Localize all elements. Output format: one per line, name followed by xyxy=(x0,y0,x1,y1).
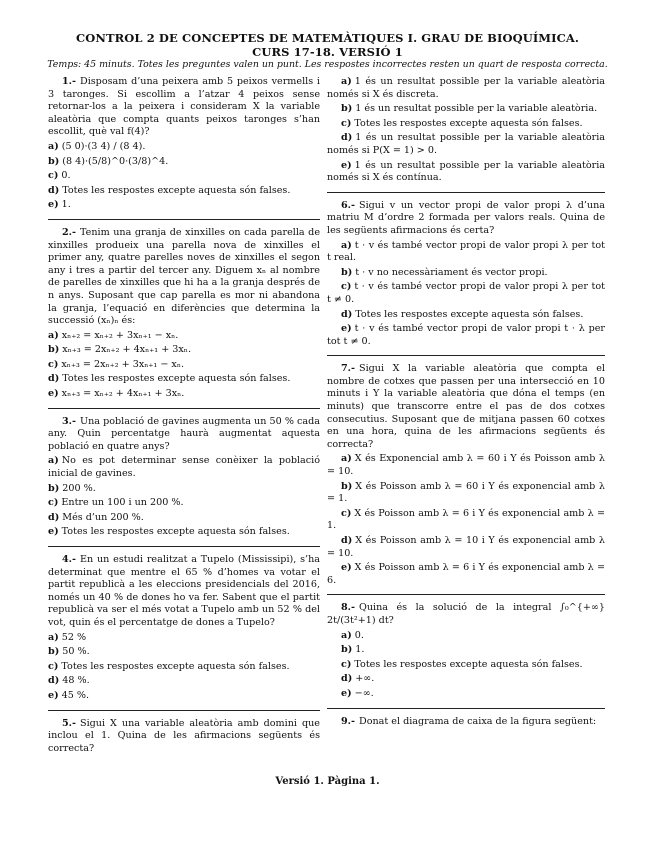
divider xyxy=(327,355,605,356)
option-d: d) +∞. xyxy=(341,673,375,685)
option-b: b) 200 %. xyxy=(48,482,96,494)
option-e: e) 1 és un resultat possible per la variable aleatòria només si X és contínua. xyxy=(327,159,605,184)
question-5: 5.- Sigui X una variable aleatòria amb domini que inclou el 1. Quina de les afirmacions següents és correcta? xyxy=(48,717,320,754)
option-b-text: (8 4)·(5/8)^0·(3/8)^4. xyxy=(62,155,169,167)
question-text: Sigui X una variable aleatòria amb domini que inclou el 1. Quina de les afirmacions següents és correcta? xyxy=(48,717,320,754)
option-d: d) Totes les respostes excepte aquesta són falses. xyxy=(48,373,291,385)
divider xyxy=(327,192,605,193)
question-text: Una població de gavines augmenta un 50 % cada any. Quin percentatge haurà augmentat aquesta població en quatre anys? xyxy=(48,415,320,452)
question-text: Disposam d’una peixera amb 5 peixos vermells i 3 taronges. Si escollim a l’atzar 4 peixos sense retornar-los a la peixera i consideram X la variable aleatòria que compta quants peixos taronges s’han escollit, què val f(4)? xyxy=(48,76,320,138)
option-a: a) 1 és un resultat possible per la variable aleatòria només si X és discreta. xyxy=(327,76,605,100)
option-a: a) xₙ₊₂ = xₙ₊₂ + 3xₙ₊₁ − xₙ. xyxy=(48,329,179,341)
question-text: En un estudi realitzat a Tupelo (Mississipi), s’ha determinat que mentre el 65 % d’homes va votar el partit republicà a les eleccions presidencials del 2016, només un 40 % de dones ho va fer. Sabent que el partit republicà va ser el més votat a Tupelo amb un 52 % del vot, quin és el percentatge de dones a Tupelo? xyxy=(48,554,320,628)
option-b: b) xₙ₊₃ = 2xₙ₊₂ + 4xₙ₊₁ + 3xₙ. xyxy=(48,344,191,356)
question-text: Quina és la solució de la integral ∫₀^{+∞} 2t/(3t²+1) dt? xyxy=(327,602,605,626)
option-c: c) Totes les respostes excepte aquesta són falses. xyxy=(341,117,583,129)
question-text: Donat el diagrama de caixa de la figura següent: xyxy=(359,715,597,727)
option-d: d) 48 %. xyxy=(48,675,90,687)
question-7: 7.- Sigui X la variable aleatòria que compta el nombre de cotxes que passen per una intersecció en 10 minuts i Y la variable aleatòria que dóna el temps (en minuts) que transcorre entre el pas de dos cotxes consecutius. Suposant que de mitjana passen 60 cotxes en una hora, quina de les afirmacions següents és correcta? a) X és Exponencial amb λ = 60 i Y és Poisson amb λ = 10. b) X és Poisson amb λ = 60 i Y és exponencial amb λ = 1. c) X és Poisson amb λ = 6 i Y és exponencial amb λ = 1. d) X és Poisson amb λ = 10 i Y és exponencial amb λ = 10. e) X és Poisson amb λ = 6 i Y és exponencial amb λ = 6. xyxy=(327,363,605,586)
divider xyxy=(48,546,320,547)
question-3: 3.- Una població de gavines augmenta un 50 % cada any. Quin percentatge haurà augmentat aquesta població en quatre anys? a) No es pot determinar sense conèixer la població inicial de gavines. b) 200 %. c) Entre un 100 i un 200 %. d) Més d’un 200 %. e) Totes les respostes excepte aquesta són falses. xyxy=(48,415,320,538)
divider xyxy=(327,594,605,595)
option-c: c) Totes les respostes excepte aquesta són falses. xyxy=(48,660,290,672)
option-c: c) 0. xyxy=(48,170,71,182)
option-c: c) Entre un 100 i un 200 %. xyxy=(48,497,184,509)
option-e: e) X és Poisson amb λ = 6 i Y és exponencial amb λ = 6. xyxy=(327,562,605,586)
option-d: d) Totes les respostes excepte aquesta són falses. xyxy=(48,184,291,196)
option-b: b) 1. xyxy=(341,644,365,656)
option-e: e) Totes les respostes excepte aquesta són falses. xyxy=(48,526,290,538)
option-c: c) Totes les respostes excepte aquesta són falses. xyxy=(341,658,583,670)
option-b: b) t · v no necessàriament és vector propi. xyxy=(341,266,548,278)
question-2: 2.- Tenim una granja de xinxilles on cada parella de xinxilles produeix una parella nova de xinxilles el primer any, quatre parelles noves de xinxilles el segon any i tres a partir del tercer any. Diguem xₙ al nombre de parelles de xinxilles que hi ha a la granja després de n anys. Suposant que cap parella es mor ni abandona la granja, l’equació en diferències que determina la successió (xₙ)ₙ és: a) xₙ₊₂ = xₙ₊₂ + 3xₙ₊₁ − xₙ. b) xₙ₊₃ = 2xₙ₊₂ + 4xₙ₊₁ + 3xₙ. c) xₙ₊₃ = 2xₙ₊₂ + 3xₙ₊₁ − xₙ. d) Totes les respostes excepte aquesta són falses. e) xₙ₊₃ = xₙ₊₂ + 4xₙ₊₁ + 3xₙ. xyxy=(48,226,320,400)
divider xyxy=(48,710,320,711)
question-1 xyxy=(48,76,320,212)
option-a: a) X és Exponencial amb λ = 60 i Y és Poisson amb λ = 10. xyxy=(327,453,605,478)
option-c: c) X és Poisson amb λ = 6 i Y és exponencial amb λ = 1. xyxy=(327,507,605,532)
option-e: e) 1. xyxy=(48,199,71,211)
question-text: Sigui X la variable aleatòria que compta el nombre de cotxes que passen per una intersecció en 10 minuts i Y la variable aleatòria que dóna el temps (en minuts) que transcorre entre el pas de dos cotxes consecutius. Suposant que de mitjana passen 60 cotxes en una hora, quina de les afirmacions següents és correcta? xyxy=(327,363,605,450)
question-9: 9.- Donat el diagrama de caixa de la figura següent: xyxy=(341,715,597,727)
right-column xyxy=(327,76,605,734)
exam-course-version: CURS 17-18. VERSIÓ 1 xyxy=(252,45,403,59)
question-6: 6.- Sigui v un vector propi de valor propi λ d’una matriu M d’ordre 2 formada per valors reals. Quina de les següents afirmacions és certa? a) t · v és també vector propi de valor propi λ per tot t real. b) t · v no necessàriament és vector propi. c) t · v és també vector propi de valor propi λ per tot t ≠ 0. d) Totes les respostes excepte aquesta són falses. e) t · v és també vector propi de valor propi t · λ per tot t ≠ 0. xyxy=(327,199,605,347)
option-e: e) t · v és també vector propi de valor propi t · λ per tot t ≠ 0. xyxy=(327,323,605,347)
option-b: b) (8 4)·(5/8)^0·(3/8)^4. xyxy=(48,155,169,167)
option-d: d) Més d’un 200 %. xyxy=(48,511,144,523)
question-text: Sigui v un vector propi de valor propi λ d’una matriu M d’ordre 2 formada per valors reals. Quina de les següents afirmacions és certa? xyxy=(327,199,605,236)
option-a: a) (5 0)·(3 4) / (8 4). xyxy=(48,140,146,152)
exam-instructions: Temps: 45 minuts. Totes les preguntes valen un punt. Les respostes incorrectes resten un quart de resposta correcta. xyxy=(47,59,608,70)
option-b: b) X és Poisson amb λ = 60 i Y és exponencial amb λ = 1. xyxy=(327,480,605,505)
option-b: b) 1 és un resultat possible per la variable aleatòria. xyxy=(341,103,598,115)
option-a-text: (5 0)·(3 4) / (8 4). xyxy=(61,140,146,152)
question-number: 1.- xyxy=(62,76,76,87)
option-c: c) t · v és també vector propi de valor propi λ per tot t ≠ 0. xyxy=(327,281,605,305)
option-a: a) 52 % xyxy=(48,631,87,643)
divider xyxy=(48,408,320,409)
option-a: a) 0. xyxy=(341,629,364,641)
question-4: 4.- En un estudi realitzat a Tupelo (Mississipi), s’ha determinat que mentre el 65 % d’homes va votar el partit republicà a les eleccions presidencials del 2016, només un 40 % de dones ho va fer. Sabent que el partit republicà va ser el més votat a Tupelo amb un 52 % del vot, quin és el percentatge de dones a Tupelo? a) 52 % b) 50 %. c) Totes les respostes excepte aquesta són falses. d) 48 %. e) 45 %. xyxy=(48,554,320,701)
option-c: c) xₙ₊₃ = 2xₙ₊₂ + 3xₙ₊₁ − xₙ. xyxy=(48,358,185,370)
option-d: d) 1 és un resultat possible per la variable aleatòria només si P(X = 1) > 0. xyxy=(327,132,605,156)
option-e: e) xₙ₊₃ = xₙ₊₂ + 4xₙ₊₁ + 3xₙ. xyxy=(48,388,185,400)
divider xyxy=(327,708,605,709)
option-a: a) t · v és també vector propi de valor propi λ per tot t real. xyxy=(327,239,605,264)
option-d: d) Totes les respostes excepte aquesta són falses. xyxy=(341,308,584,320)
page-footer: Versió 1. Pàgina 1. xyxy=(275,776,380,787)
exam-title: CONTROL 2 DE CONCEPTES DE MATEMÀTIQUES I. GRAU DE BIOQUÍMICA. xyxy=(76,31,579,45)
question-8: 8.- Quina és la solució de la integral ∫₀^{+∞} 2t/(3t²+1) dt? a) 0. b) 1. c) Totes les respostes excepte aquesta són falses. d) +∞. e) −∞. xyxy=(327,602,605,699)
question-5-options xyxy=(327,76,605,185)
option-d: d) X és Poisson amb λ = 10 i Y és exponencial amb λ = 10. xyxy=(327,535,605,559)
option-b: b) 50 %. xyxy=(48,646,90,658)
option-a: a) No es pot determinar sense conèixer la població inicial de gavines. xyxy=(48,455,320,480)
divider xyxy=(48,219,320,220)
left-column xyxy=(48,76,320,761)
option-e: e) −∞. xyxy=(341,687,374,699)
option-e: e) 45 %. xyxy=(48,689,90,701)
question-text: Tenim una granja de xinxilles on cada parella de xinxilles produeix una parella nova de xinxilles el primer any, quatre parelles noves de xinxilles el segon any i tres a partir del tercer any. Diguem xₙ al nombre de parelles de xinxilles que hi ha a la granja després de n anys. Suposant que cap parella es mor ni abandona la granja, l’equació en diferències que determina la successió (xₙ)ₙ és: xyxy=(48,226,320,327)
